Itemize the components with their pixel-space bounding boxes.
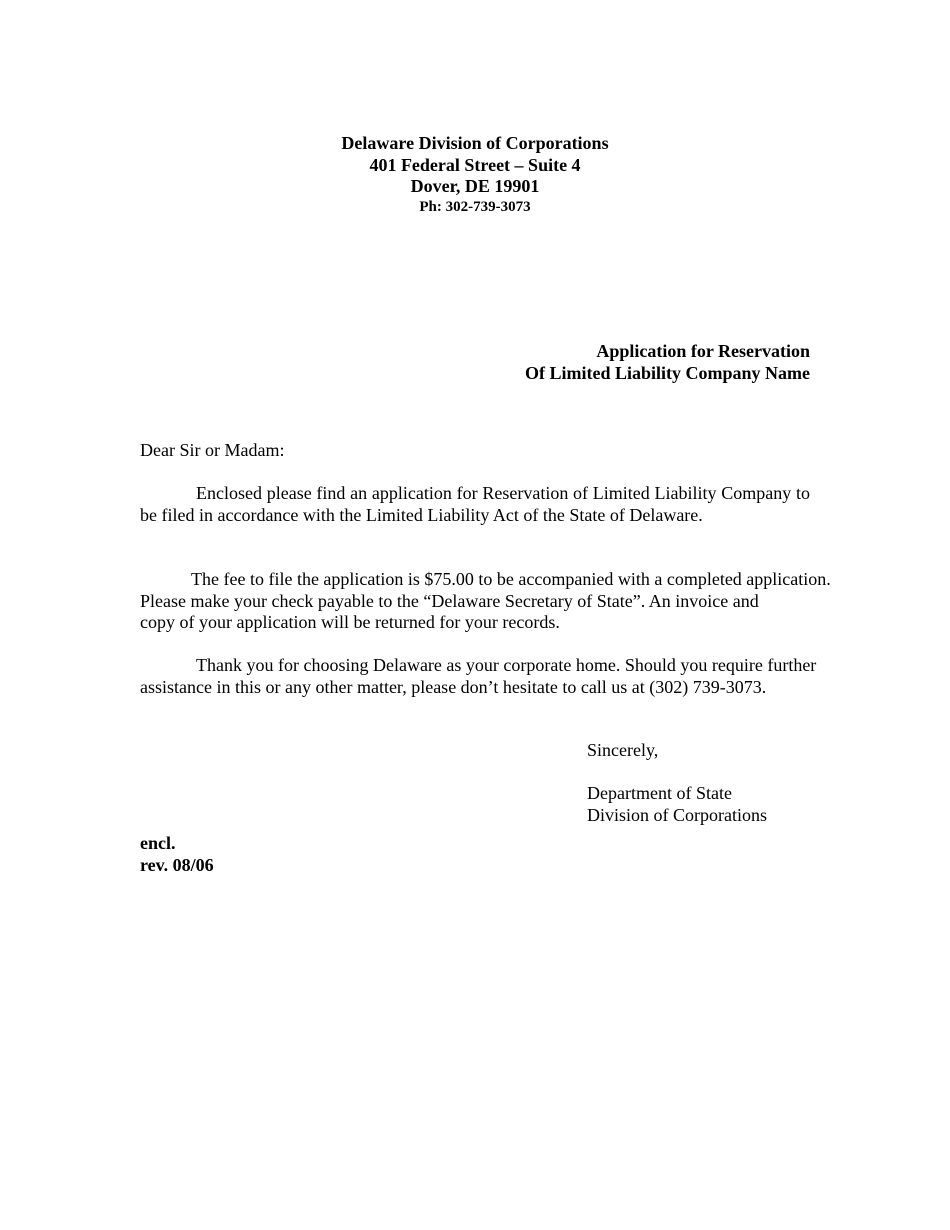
subject-line-2: Of Limited Liability Company Name [524, 363, 810, 383]
subject-heading [525, 340, 810, 384]
paragraph-enclosure [140, 483, 810, 526]
letterhead-org: Delaware Division of Corporations [341, 133, 609, 153]
paragraph-fee-line-3: copy of your application will be returned for your records. [140, 612, 560, 632]
letterhead-city: Dover, DE 19901 [410, 176, 540, 196]
paragraph-fee [140, 569, 870, 634]
letterhead-street: 401 Federal Street – Suite 4 [369, 154, 581, 175]
paragraph-fee-line-2: Please make your check payable to the “Delaware Secretary of State”. An invoice and [140, 590, 759, 611]
paragraph-enclosure-text: Enclosed please find an application for Reservation of Limited Liability Company to be filed in accordance with the Limited Liability Act of the State of Delaware. [140, 483, 810, 525]
paragraph-thanks [140, 655, 820, 698]
signature-block [587, 783, 767, 826]
revision-note: rev. 08/06 [140, 854, 214, 875]
enclosure-note: encl. [140, 833, 176, 853]
signature-division: Division of Corporations [587, 804, 767, 825]
signature-dept: Department of State [587, 783, 732, 803]
salutation: Dear Sir or Madam: [140, 440, 285, 460]
closing-sincerely: Sincerely, [587, 740, 659, 760]
footer-notes [140, 833, 214, 876]
subject-line-1: Application for Reservation [596, 341, 810, 361]
letterhead-phone: Ph: 302-739-3073 [419, 198, 531, 215]
paragraph-thanks-text: Thank you for choosing Delaware as your corporate home. Should you require further assistance in this or any other matter, please don’t hesitate to call us at (302) 739-3073. [140, 655, 817, 697]
letterhead [0, 133, 950, 217]
paragraph-fee-line-1: The fee to file the application is $75.00 to be accompanied with a completed application. [191, 569, 831, 589]
